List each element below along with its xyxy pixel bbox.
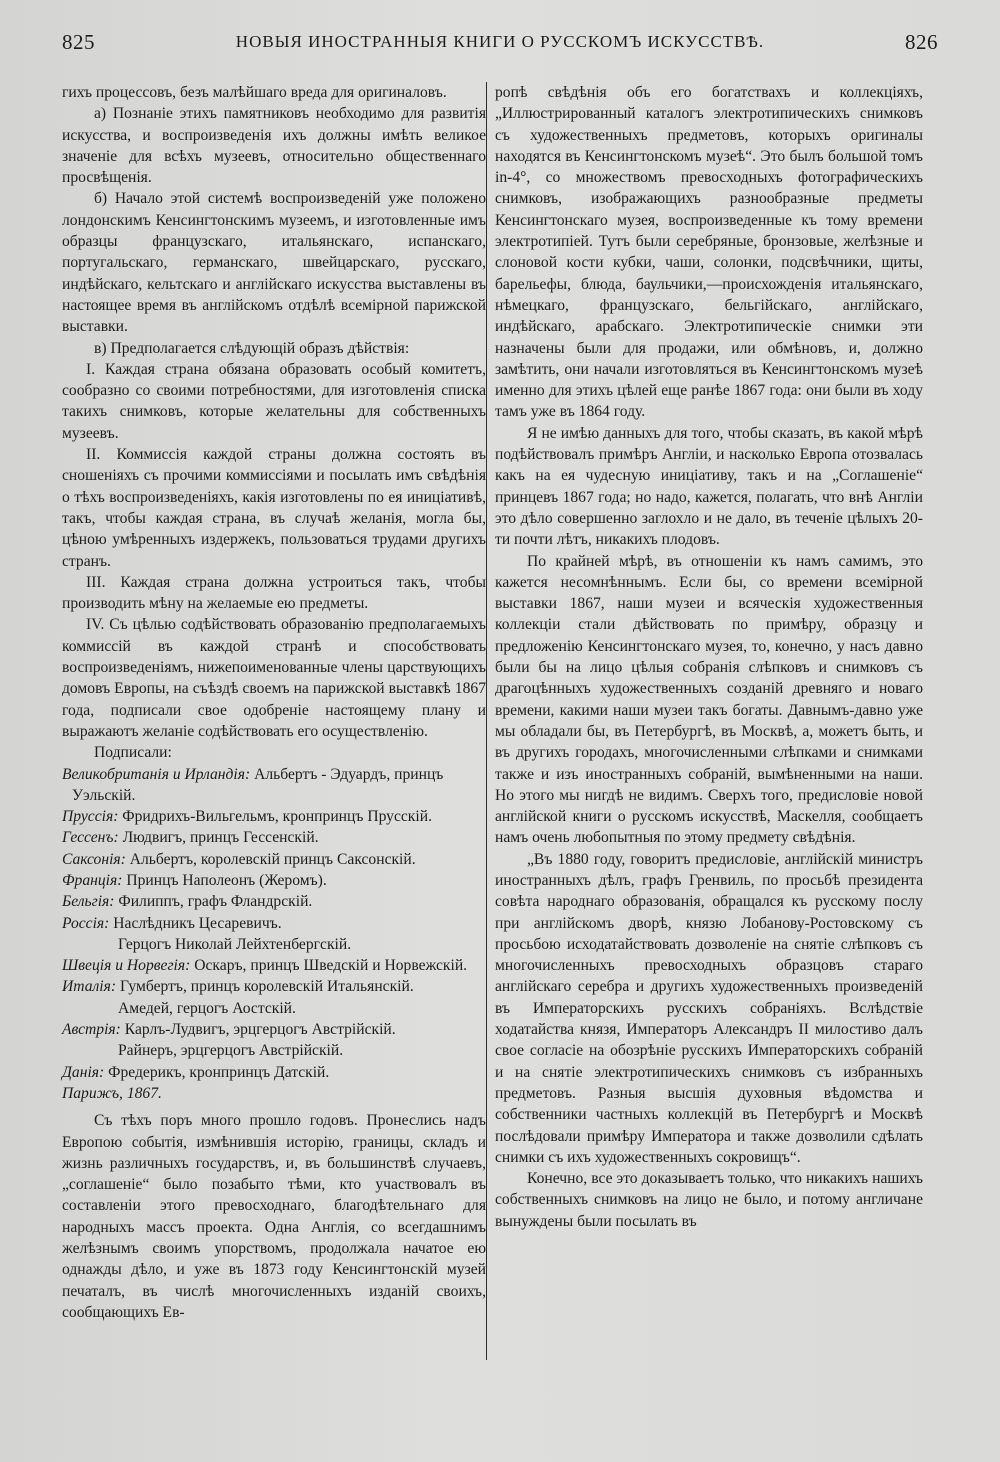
signatory: Герцогъ Николай Лейхтенбергскій.: [118, 935, 352, 953]
paragraph: гихъ процессовъ, безъ малѣйшаго вреда для оригиналовъ.: [62, 84, 447, 101]
signatory: Данія: Фредерикъ, кронпринцъ Датскій.: [62, 1063, 330, 1081]
signatory: Райнеръ, эрцгерцогъ Австрійскій.: [118, 1042, 344, 1060]
paragraph: I. Каждая страна обязана образовать особый комитетъ, сообразно со своими потребностями, для изготовленія списка такихъ снимковъ, которые желательны для собственныхъ музеевъ.: [62, 360, 486, 442]
paragraph: III. Каждая страна должна устроиться такъ, чтобы производить мѣну на желаемые ею предметы.: [62, 573, 486, 613]
signatory: Амедей, герцогъ Аостскій.: [118, 999, 296, 1017]
signatory: Саксонія: Альбертъ, королевскій принцъ Саксонскій.: [62, 850, 416, 868]
paragraph: ропѣ свѣдѣнія объ его богатствахъ и коллекціяхъ, „Иллюстрированный каталогъ электротипическихъ снимковъ съ художественныхъ предметовъ, которыхъ оригиналы находятся въ Кенсингтонскомъ музеѣ“. Это былъ большой томъ in-4°, со множествомъ превосходныхъ фотографическихъ снимковъ, изображающихъ разнообразные предметы Кенсингтонскаго музея, воспроизведенные къ тому времени электротипіей. Тутъ были серебряные, бронзовые, желѣзные и слоновой кости кубки, чаши, солонки, подсвѣчники, щиты, барельефы, блюда, баульчики,—происхожденія итальянскаго, нѣмецкаго, французскаго, бельгійскаго, англійскаго, индѣйскаго, арабскаго. Электротипическіе снимки эти назначены были для продажи, или обмѣновъ, и, должно замѣтить, они начали изготовляться въ Кенсингтонскомъ музеѣ именно для этихъ цѣлей еще ранѣе 1867 года: они были въ ходу тамъ уже въ 1864 году.: [495, 84, 923, 421]
running-title: НОВЫЯ ИНОСТРАННЫЯ КНИГИ О РУССКОМЪ ИСКУССТВѢ.: [235, 32, 765, 51]
page-number-left: 825: [62, 30, 95, 54]
signatories-heading: Подписали:: [94, 744, 172, 762]
paragraph: Я не имѣю данныхъ для того, чтобы сказать, въ какой мѣрѣ подѣйствовалъ примѣръ Англіи, и насколько Европа отозвалась какъ на ея чудесную иниціативу, такъ и на „Соглашеніе“ принцевъ 1867 года; но надо, кажется, полагать, что внѣ Англіи это дѣло совершенно заглохло и не дало, въ теченіе цѣлыхъ 20-ти почти лѣтъ, никакихъ плодовъ.: [495, 424, 923, 549]
page-number-right: 826: [905, 30, 938, 54]
left-column: [62, 82, 486, 1323]
signatory: Гессенъ: Людвигъ, принцъ Гессенскій.: [62, 829, 319, 847]
column-divider: [486, 82, 487, 1360]
signatory: Бельгія: Филиппъ, графъ Фландрскій.: [62, 893, 313, 911]
page-header: [62, 30, 938, 62]
paragraph: „Въ 1880 году, говоритъ предисловіе, англійскій министръ иностранныхъ дѣлъ, графъ Гренвиль, по просьбѣ президента совѣта народнаго образованія, обращался къ русскому послу при англійскомъ дворѣ, князю Лобанову-Ростовскому съ просьбою исходатайствовать дозволеніе на снятіе слѣпковъ съ многочисленныхъ превосходныхъ образцовъ стараго англійскаго серебра и другихъ художественныхъ произведеній въ Императорскихъ русскихъ собраніяхъ. Вслѣдствіе ходатайства князя, Императоръ Александръ II милостиво далъ свое согласіе на обозрѣніе русскихъ Императорскихъ собраній и на снятіе электротипическихъ снимковъ съ избранныхъ предметовъ. Разныя высшія духовныя вѣдомства и собственники частныхъ коллекцій въ Петербургѣ и Москвѣ послѣдовали примѣру Императора и также дозволили сдѣлать снимки съ ихъ художественныхъ сокровищъ“.: [495, 850, 923, 1166]
signatory: Франція: Принцъ Наполеонъ (Жеромъ).: [62, 871, 327, 889]
signatory: Великобританія и Ирландія: Альбертъ - Эдуардъ, принцъ Уэльскій.: [62, 765, 444, 804]
signatory: Австрія: Карлъ-Лудвигъ, эрцгерцогъ Австрійскій.: [62, 1021, 396, 1039]
right-column: [495, 82, 923, 1232]
paragraph: По крайней мѣрѣ, въ отношеніи къ намъ самимъ, это кажется несомнѣннымъ. Если бы, со времени всемірной выставки 1867, наши музеи и всяческія художественныя коллекціи стали дѣйствовать по примѣру, образцу и предложенію Кенсингтонскаго музея, то, конечно, у насъ давно были бы на лицо цѣлыя собранія слѣпковъ и снимковъ съ драгоцѣнныхъ художественныхъ созданій древняго и новаго времени, какими наши музеи такъ богаты. Давнымъ-давно уже мы обладали бы, въ Петербургѣ, въ Москвѣ, а, можетъ быть, и въ другихъ городахъ, многочисленными слѣпками и снимками также и изъ иностранныхъ собраній, вымѣненными на наши. Но этого мы нигдѣ не видимъ. Сверхъ того, предисловіе новой англійской книги о русскомъ искусствѣ, Маскелля, сообщаетъ намъ очень любопытныя по этому предмету свѣдѣнія.: [495, 552, 923, 847]
signatory: Россія: Наслѣдникъ Цесаревичъ.: [62, 914, 282, 932]
paragraph: б) Начало этой системѣ воспроизведеній уже положено лондонскимъ Кенсингтонскимъ музеемъ, и изготовленные имъ образцы французскаго, итальянскаго, испанскаго, португальскаго, германскаго, швейцарскаго, русскаго, индѣйскаго, кельтскаго и англійскаго искусства выставлены въ настоящее время въ англійскомъ отдѣлѣ всемірной парижской выставки.: [62, 190, 486, 336]
place-date: Парижъ, 1867.: [62, 1084, 162, 1102]
paragraph: IV. Съ цѣлью содѣйствовать образованію предполагаемыхъ коммиссій въ каждой странѣ и способствовать воспроизведеніямъ, нижепоименованные члены царствующихъ домовъ Европы, на съѣздѣ своемъ на парижской выставкѣ 1867 года, подписали свое одобреніе настоящему плану и выражаютъ желаніе содѣйствовать его осуществленію.: [62, 616, 486, 740]
signatory: Пруссія: Фридрихъ-Вильгельмъ, кронпринцъ Прусскій.: [62, 808, 432, 826]
signatory: Италія: Гумбертъ, принцъ королевскій Итальянскій.: [62, 978, 414, 996]
paragraph: Съ тѣхъ поръ много прошло годовъ. Пронеслись надъ Европою событія, измѣнившія исторію, границы, складъ и жизнь различныхъ государствъ, и, въ большинствѣ случаевъ, „соглашеніе“ было позабыто тѣми, кто участвовалъ въ составленіи этого превосходнаго, благодѣтельнаго для народныхъ массъ проекта. Одна Англія, со всегдашнимъ желѣзнымъ своимъ упорствомъ, продолжала начатое ею однажды дѣло, и уже въ 1873 году Кенсингтонскій музей печаталъ, въ числѣ многочисленныхъ изданій своихъ, сообщающихъ Ев-: [62, 1112, 486, 1321]
paragraph: Конечно, все это доказываетъ только, что никакихъ нашихъ собственныхъ снимковъ на лицо не было, и потому англичане вынуждены были посылать въ: [495, 1170, 923, 1230]
paragraph: а) Познаніе этихъ памятниковъ необходимо для развитія искусства, и воспроизведенія ихъ должны имѣть великое значеніе для всѣхъ музеевъ, относительно общественнаго просвѣщенія.: [62, 105, 486, 187]
paragraph: в) Предполагается слѣдующій образъ дѣйствія:: [94, 339, 410, 357]
paragraph: II. Коммиссія каждой страны должна состоять въ сношеніяхъ съ прочими коммиссіями и посылать имъ свѣдѣнія о тѣхъ воспроизведеніяхъ, какія изготовлены по ея иниціативѣ, такъ, чтобы каждая страна, въ случаѣ желанія, могла бы, цѣною умѣренныхъ издержекъ, пользоваться трудами другихъ странъ.: [62, 446, 486, 570]
signatory: Швеція и Норвегія: Оскаръ, принцъ Шведскій и Норвежскій.: [62, 957, 468, 975]
